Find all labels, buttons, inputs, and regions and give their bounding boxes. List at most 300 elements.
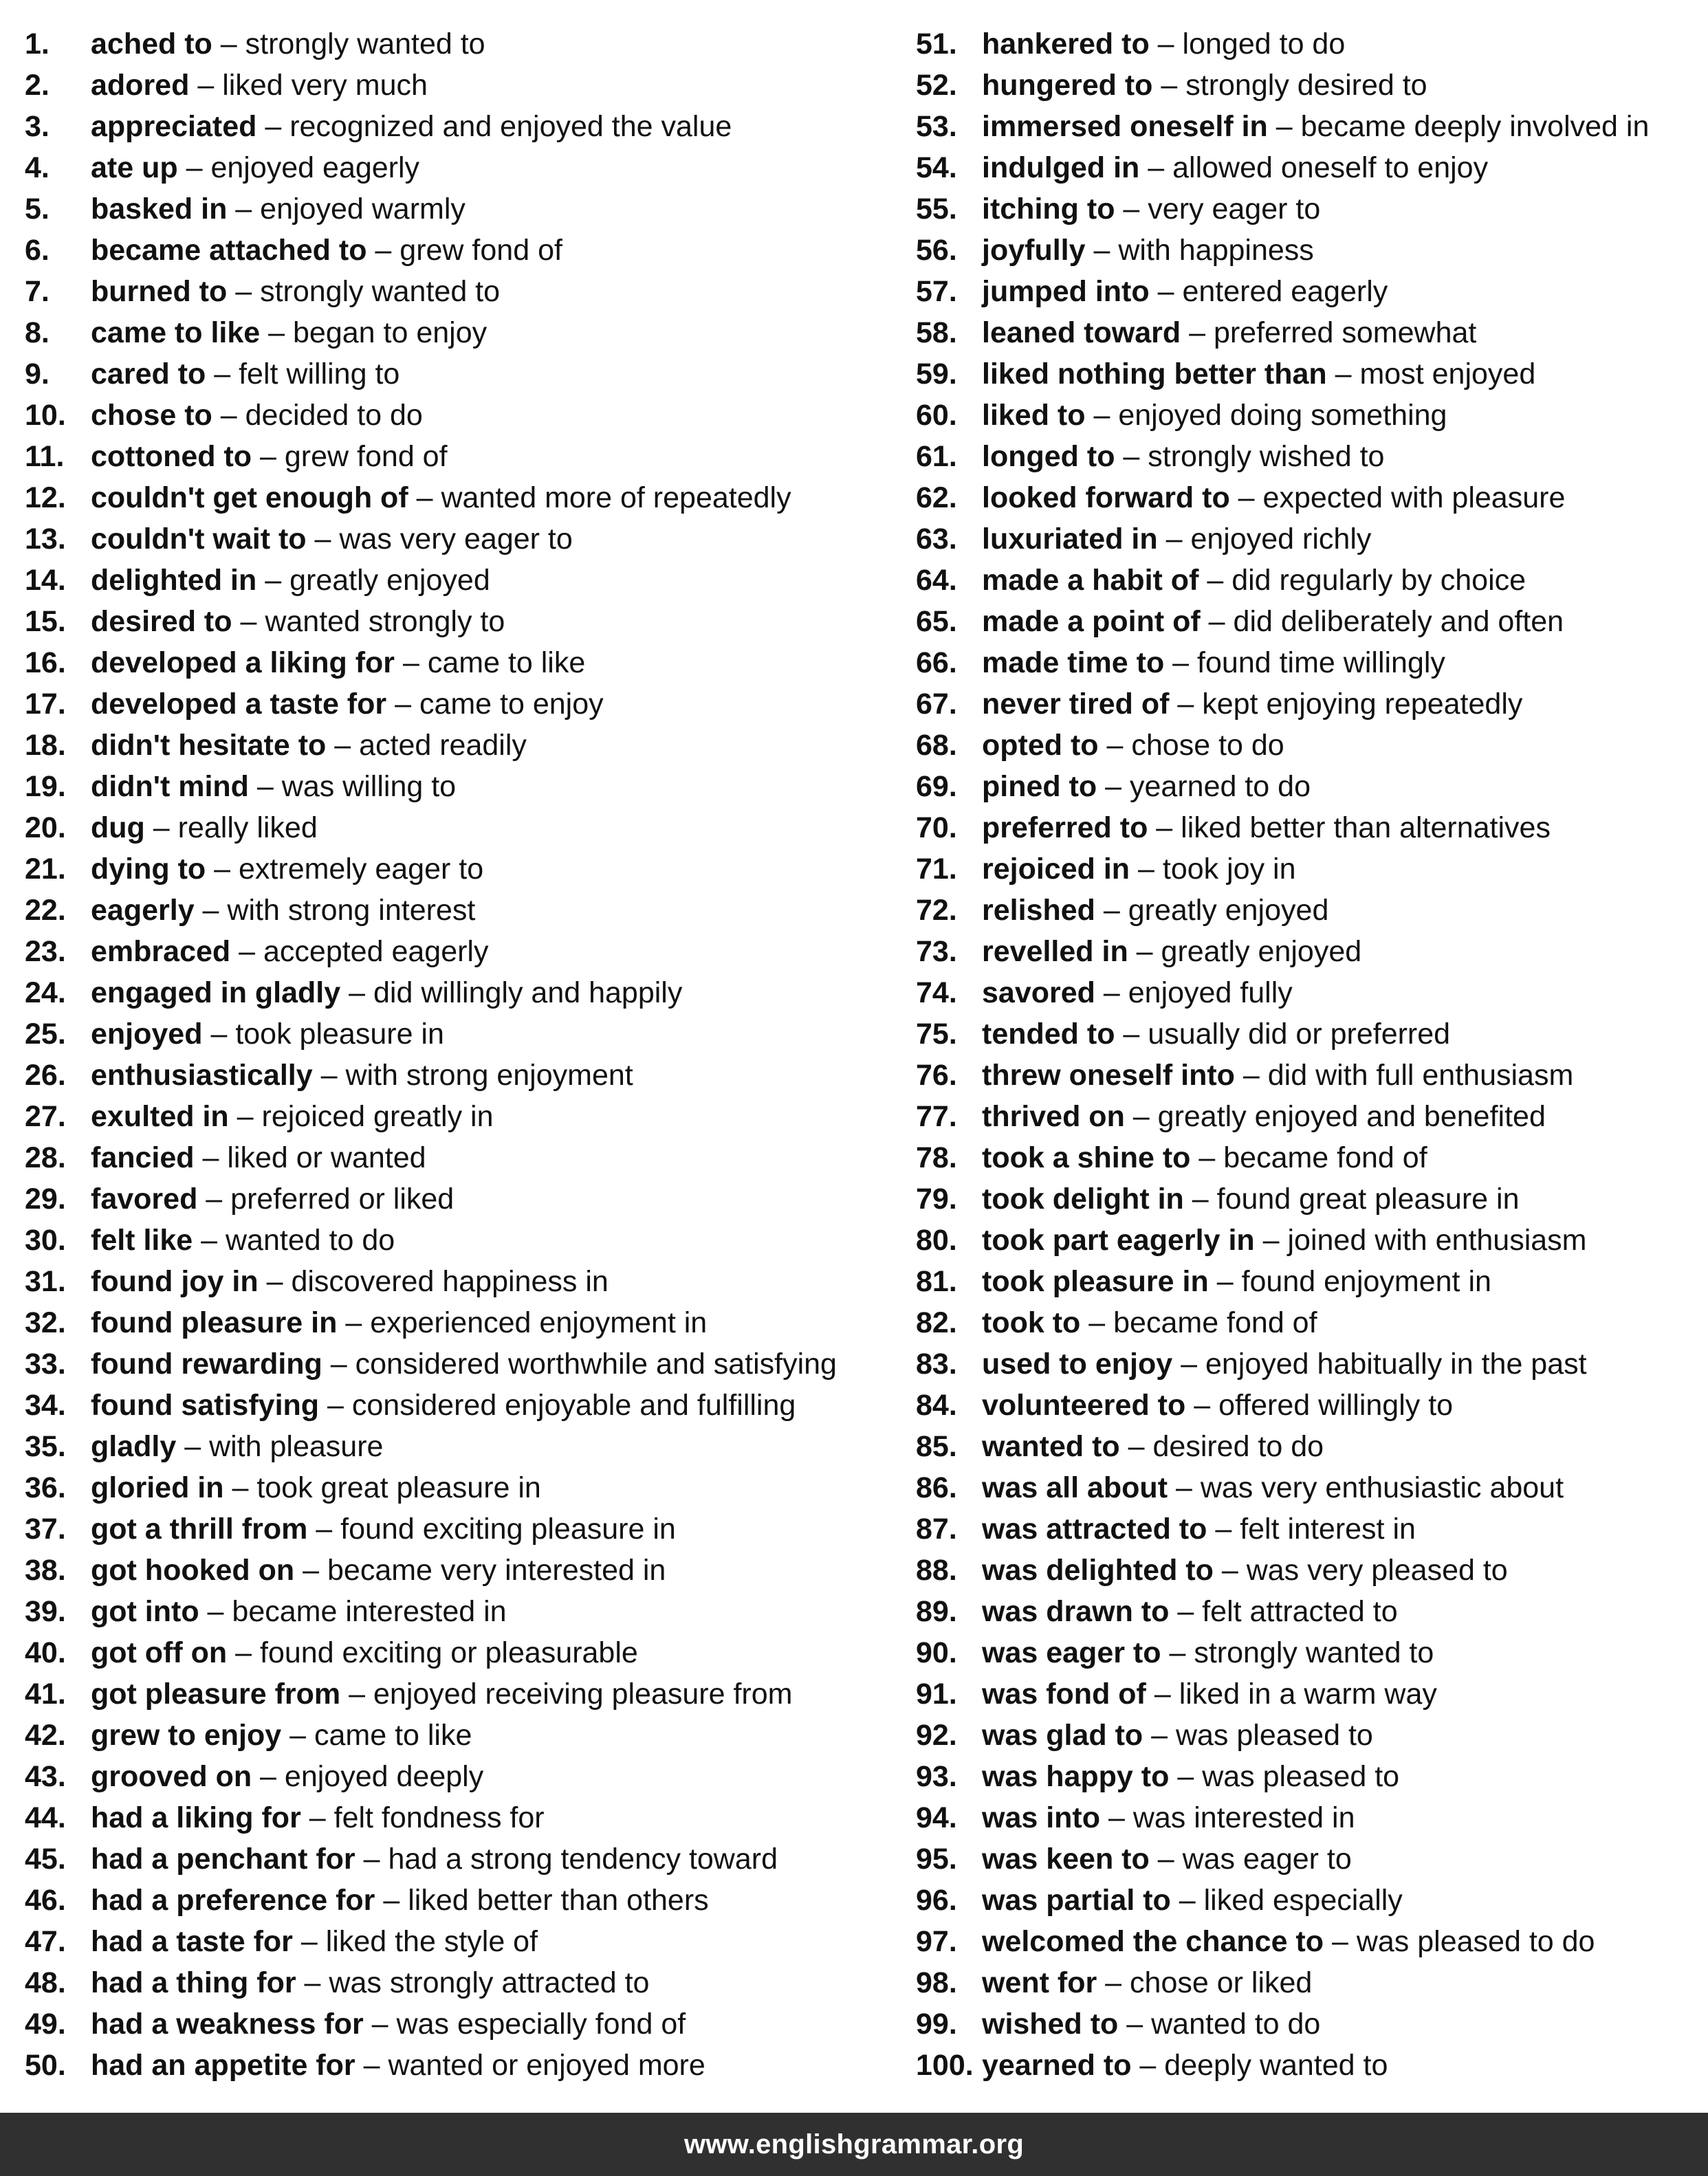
list-item bbox=[916, 2003, 1707, 2045]
item-number: 32. bbox=[25, 1306, 66, 1339]
item-number: 3. bbox=[25, 110, 50, 143]
list-item bbox=[916, 436, 1707, 477]
list-item bbox=[25, 230, 891, 271]
item-phrase: was partial to bbox=[982, 1884, 1171, 1917]
item-number: 91. bbox=[916, 1678, 957, 1711]
item-definition: entered eagerly bbox=[1182, 275, 1388, 308]
item-phrase: burned to bbox=[91, 275, 228, 308]
item-number: 6. bbox=[25, 234, 50, 267]
item-phrase: cared to bbox=[91, 358, 206, 391]
item-phrase: enjoyed bbox=[91, 1018, 203, 1051]
list-item bbox=[916, 1385, 1707, 1426]
item-number: 75. bbox=[916, 1018, 957, 1051]
item-definition: became fond of bbox=[1113, 1306, 1317, 1339]
item-definition: was especially fond of bbox=[396, 2008, 686, 2041]
list-item bbox=[916, 1797, 1707, 1838]
item-number: 23. bbox=[25, 935, 66, 968]
item-phrase: came to like bbox=[91, 316, 261, 349]
list-item bbox=[25, 477, 891, 518]
list-item bbox=[25, 2045, 891, 2086]
item-definition: greatly enjoyed and benefited bbox=[1157, 1100, 1546, 1133]
item-phrase: preferred to bbox=[982, 811, 1148, 844]
item-phrase: liked nothing better than bbox=[982, 358, 1327, 391]
item-separator: – bbox=[375, 1884, 408, 1917]
item-separator: – bbox=[1234, 1059, 1268, 1092]
item-separator: – bbox=[281, 1719, 314, 1752]
item-number: 90. bbox=[916, 1636, 957, 1669]
item-separator: – bbox=[306, 523, 340, 556]
item-separator: – bbox=[1131, 2049, 1165, 2082]
list-item bbox=[916, 1550, 1707, 1591]
item-phrase: had a thing for bbox=[91, 1966, 296, 1999]
item-definition: found exciting or pleasurable bbox=[260, 1636, 638, 1669]
item-number: 98. bbox=[916, 1966, 957, 1999]
list-item bbox=[916, 725, 1707, 766]
item-number: 83. bbox=[916, 1348, 957, 1381]
item-definition: enjoyed warmly bbox=[260, 193, 466, 226]
list-item bbox=[25, 1055, 891, 1096]
item-number: 33. bbox=[25, 1348, 66, 1381]
item-number: 55. bbox=[916, 193, 957, 226]
item-phrase: delighted in bbox=[91, 564, 257, 597]
item-separator: – bbox=[1128, 935, 1161, 968]
item-definition: most enjoyed bbox=[1359, 358, 1536, 391]
list-item bbox=[916, 106, 1707, 147]
item-number: 47. bbox=[25, 1925, 66, 1958]
item-separator: – bbox=[197, 1183, 231, 1216]
item-separator: – bbox=[355, 2049, 388, 2082]
item-separator: – bbox=[366, 234, 400, 267]
list-item bbox=[916, 1591, 1707, 1632]
item-definition: enjoyed habitually in the past bbox=[1205, 1348, 1587, 1381]
item-definition: with pleasure bbox=[209, 1430, 384, 1463]
list-item bbox=[25, 312, 891, 353]
item-phrase: found joy in bbox=[91, 1265, 259, 1298]
item-number: 16. bbox=[25, 646, 66, 679]
item-number: 11. bbox=[25, 440, 65, 473]
item-separator: – bbox=[1146, 1678, 1179, 1711]
item-phrase: yearned to bbox=[982, 2049, 1132, 2082]
item-number: 40. bbox=[25, 1636, 66, 1669]
item-phrase: took delight in bbox=[982, 1183, 1184, 1216]
item-number: 100. bbox=[916, 2049, 974, 2082]
item-phrase: was into bbox=[982, 1801, 1101, 1834]
list-item bbox=[25, 65, 891, 106]
item-number: 50. bbox=[25, 2049, 66, 2082]
item-definition: felt interest in bbox=[1240, 1513, 1416, 1546]
item-separator: – bbox=[1115, 1018, 1148, 1051]
item-definition: did with full enthusiasm bbox=[1267, 1059, 1574, 1092]
item-definition: recognized and enjoyed the value bbox=[289, 110, 732, 143]
item-definition: liked better than others bbox=[408, 1884, 709, 1917]
item-phrase: chose to bbox=[91, 399, 212, 432]
list-item bbox=[25, 1962, 891, 2003]
item-separator: – bbox=[408, 481, 441, 514]
item-definition: grew fond of bbox=[284, 440, 448, 473]
list-item bbox=[916, 147, 1707, 188]
list-item bbox=[916, 2045, 1707, 2086]
item-phrase: found pleasure in bbox=[91, 1306, 338, 1339]
item-definition: took joy in bbox=[1162, 853, 1296, 886]
item-definition: strongly wanted to bbox=[245, 28, 485, 61]
item-phrase: threw oneself into bbox=[982, 1059, 1235, 1092]
item-phrase: dug bbox=[91, 811, 145, 844]
item-definition: usually did or preferred bbox=[1148, 1018, 1451, 1051]
item-separator: – bbox=[1152, 69, 1186, 102]
item-definition: greatly enjoyed bbox=[289, 564, 490, 597]
item-number: 36. bbox=[25, 1471, 66, 1504]
item-phrase: got hooked on bbox=[91, 1554, 295, 1587]
item-definition: chose or liked bbox=[1130, 1966, 1313, 1999]
item-number: 45. bbox=[25, 1843, 66, 1876]
list-item bbox=[25, 1426, 891, 1467]
item-number: 48. bbox=[25, 1966, 66, 1999]
item-separator: – bbox=[1149, 28, 1183, 61]
item-separator: – bbox=[223, 1471, 257, 1504]
item-separator: – bbox=[1207, 1513, 1240, 1546]
item-separator: – bbox=[1213, 1554, 1247, 1587]
item-definition: enjoyed deeply bbox=[284, 1760, 484, 1793]
item-phrase: made a habit of bbox=[982, 564, 1199, 597]
item-separator: – bbox=[1157, 523, 1191, 556]
item-separator: – bbox=[230, 935, 263, 968]
list-item bbox=[25, 1220, 891, 1261]
item-definition: liked very much bbox=[222, 69, 428, 102]
item-phrase: took to bbox=[982, 1306, 1081, 1339]
list-item bbox=[916, 1178, 1707, 1220]
item-definition: joined with enthusiasm bbox=[1287, 1224, 1587, 1257]
list-item bbox=[916, 230, 1707, 271]
item-definition: desired to do bbox=[1152, 1430, 1324, 1463]
item-number: 26. bbox=[25, 1059, 66, 1092]
item-phrase: couldn't get enough of bbox=[91, 481, 408, 514]
list-item bbox=[25, 271, 891, 312]
list-item bbox=[916, 1426, 1707, 1467]
item-number: 64. bbox=[916, 564, 957, 597]
item-phrase: was eager to bbox=[982, 1636, 1161, 1669]
list-item bbox=[916, 1838, 1707, 1880]
list-item bbox=[916, 1013, 1707, 1055]
item-phrase: didn't mind bbox=[91, 770, 249, 803]
item-definition: greatly enjoyed bbox=[1161, 935, 1362, 968]
item-number: 51. bbox=[916, 28, 957, 61]
list-item bbox=[916, 890, 1707, 931]
item-separator: – bbox=[189, 69, 223, 102]
item-phrase: developed a liking for bbox=[91, 646, 395, 679]
item-separator: – bbox=[1229, 481, 1263, 514]
item-number: 65. bbox=[916, 605, 957, 638]
item-separator: – bbox=[307, 1513, 341, 1546]
list-item bbox=[25, 1632, 891, 1673]
item-number: 39. bbox=[25, 1595, 66, 1628]
item-phrase: basked in bbox=[91, 193, 228, 226]
item-phrase: ate up bbox=[91, 151, 178, 184]
item-number: 31. bbox=[25, 1265, 66, 1298]
item-number: 18. bbox=[25, 729, 66, 762]
item-separator: – bbox=[1185, 1389, 1219, 1422]
item-phrase: ached to bbox=[91, 28, 212, 61]
item-separator: – bbox=[1080, 1306, 1114, 1339]
item-number: 24. bbox=[25, 976, 66, 1009]
list-item bbox=[916, 477, 1707, 518]
item-number: 87. bbox=[916, 1513, 957, 1546]
list-item bbox=[916, 807, 1707, 848]
item-definition: chose to do bbox=[1131, 729, 1284, 762]
item-separator: – bbox=[1161, 1636, 1194, 1669]
list-item bbox=[916, 1055, 1707, 1096]
item-number: 95. bbox=[916, 1843, 957, 1876]
item-phrase: had a weakness for bbox=[91, 2008, 364, 2041]
item-separator: – bbox=[194, 894, 228, 927]
item-number: 1. bbox=[25, 28, 50, 61]
item-definition: wanted more of repeatedly bbox=[441, 481, 791, 514]
item-definition: extremely eager to bbox=[239, 853, 484, 886]
item-definition: really liked bbox=[177, 811, 318, 844]
item-separator: – bbox=[232, 605, 265, 638]
item-definition: allowed oneself to enjoy bbox=[1172, 151, 1489, 184]
right-column-list bbox=[916, 23, 1707, 2086]
item-number: 53. bbox=[916, 110, 957, 143]
item-phrase: desired to bbox=[91, 605, 232, 638]
item-separator: – bbox=[252, 1760, 285, 1793]
item-phrase: took part eagerly in bbox=[982, 1224, 1255, 1257]
item-definition: strongly wanted to bbox=[260, 275, 501, 308]
item-number: 96. bbox=[916, 1884, 957, 1917]
item-separator: – bbox=[1181, 316, 1214, 349]
list-item bbox=[916, 312, 1707, 353]
list-item bbox=[25, 1096, 891, 1137]
footer-url[interactable]: www.englishgrammar.org bbox=[683, 2129, 1025, 2159]
item-separator: – bbox=[1254, 1224, 1288, 1257]
item-definition: did regularly by choice bbox=[1231, 564, 1526, 597]
item-phrase: leaned toward bbox=[982, 316, 1181, 349]
item-separator: – bbox=[296, 1966, 329, 1999]
item-separator: – bbox=[1198, 564, 1232, 597]
list-item bbox=[25, 1673, 891, 1715]
list-item bbox=[25, 766, 891, 807]
item-separator: – bbox=[256, 110, 290, 143]
item-separator: – bbox=[194, 1141, 228, 1174]
item-number: 81. bbox=[916, 1265, 957, 1298]
item-number: 77. bbox=[916, 1100, 957, 1133]
list-item bbox=[916, 1261, 1707, 1302]
item-phrase: got into bbox=[91, 1595, 199, 1628]
item-phrase: took pleasure in bbox=[982, 1265, 1209, 1298]
item-separator: – bbox=[1267, 110, 1301, 143]
item-phrase: looked forward to bbox=[982, 481, 1230, 514]
item-definition: felt willing to bbox=[239, 358, 400, 391]
list-item bbox=[25, 1385, 891, 1426]
item-separator: – bbox=[212, 399, 245, 432]
item-number: 97. bbox=[916, 1925, 957, 1958]
item-phrase: was happy to bbox=[982, 1760, 1170, 1793]
item-separator: – bbox=[1124, 1100, 1158, 1133]
list-item bbox=[25, 1591, 891, 1632]
item-number: 8. bbox=[25, 316, 50, 349]
item-phrase: had a preference for bbox=[91, 1884, 375, 1917]
item-definition: was very enthusiastic about bbox=[1200, 1471, 1564, 1504]
item-definition: was eager to bbox=[1182, 1843, 1352, 1876]
item-phrase: felt like bbox=[91, 1224, 193, 1257]
item-separator: – bbox=[319, 1389, 352, 1422]
item-number: 35. bbox=[25, 1430, 66, 1463]
item-phrase: became attached to bbox=[91, 234, 367, 267]
item-definition: became interested in bbox=[232, 1595, 507, 1628]
item-definition: was pleased to bbox=[1202, 1760, 1400, 1793]
item-separator: – bbox=[326, 729, 360, 762]
item-separator: – bbox=[1170, 1884, 1204, 1917]
item-separator: – bbox=[363, 2008, 397, 2041]
item-separator: – bbox=[252, 440, 285, 473]
item-definition: preferred somewhat bbox=[1213, 316, 1477, 349]
list-item bbox=[916, 848, 1707, 890]
left-column-list bbox=[25, 23, 891, 2086]
item-number: 28. bbox=[25, 1141, 66, 1174]
item-separator: – bbox=[1097, 770, 1130, 803]
list-item bbox=[916, 271, 1707, 312]
list-item bbox=[25, 1880, 891, 1921]
item-definition: was interested in bbox=[1132, 1801, 1355, 1834]
item-definition: became deeply involved in bbox=[1300, 110, 1650, 143]
item-definition: found time willingly bbox=[1197, 646, 1445, 679]
item-separator: – bbox=[1326, 358, 1360, 391]
item-definition: wanted to do bbox=[1151, 2008, 1321, 2041]
item-phrase: wanted to bbox=[982, 1430, 1120, 1463]
item-phrase: had an appetite for bbox=[91, 2049, 355, 2082]
item-phrase: used to enjoy bbox=[982, 1348, 1173, 1381]
item-separator: – bbox=[256, 564, 290, 597]
item-phrase: made time to bbox=[982, 646, 1165, 679]
item-definition: strongly wanted to bbox=[1194, 1636, 1434, 1669]
item-separator: – bbox=[322, 1348, 355, 1381]
item-definition: found great pleasure in bbox=[1216, 1183, 1520, 1216]
item-separator: – bbox=[248, 770, 282, 803]
item-separator: – bbox=[1149, 275, 1183, 308]
list-item bbox=[25, 1467, 891, 1508]
list-item bbox=[25, 1302, 891, 1343]
item-definition: considered enjoyable and fulfilling bbox=[351, 1389, 796, 1422]
item-separator: – bbox=[1115, 440, 1148, 473]
list-item bbox=[25, 890, 891, 931]
item-phrase: cottoned to bbox=[91, 440, 252, 473]
list-item bbox=[916, 1962, 1707, 2003]
item-number: 42. bbox=[25, 1719, 66, 1752]
list-item bbox=[25, 807, 891, 848]
item-number: 85. bbox=[916, 1430, 957, 1463]
item-definition: liked especially bbox=[1203, 1884, 1403, 1917]
item-separator: – bbox=[1172, 1348, 1205, 1381]
item-definition: enjoyed richly bbox=[1190, 523, 1372, 556]
item-number: 14. bbox=[25, 564, 66, 597]
item-number: 84. bbox=[916, 1389, 957, 1422]
item-number: 62. bbox=[916, 481, 957, 514]
item-phrase: gladly bbox=[91, 1430, 177, 1463]
item-separator: – bbox=[228, 1100, 262, 1133]
item-phrase: never tired of bbox=[982, 688, 1170, 721]
item-number: 41. bbox=[25, 1678, 66, 1711]
item-definition: was strongly attracted to bbox=[329, 1966, 650, 1999]
item-definition: wanted or enjoyed more bbox=[388, 2049, 705, 2082]
item-phrase: was delighted to bbox=[982, 1554, 1214, 1587]
item-separator: – bbox=[206, 853, 239, 886]
list-item bbox=[916, 1220, 1707, 1261]
item-number: 76. bbox=[916, 1059, 957, 1092]
item-phrase: went for bbox=[982, 1966, 1097, 1999]
item-separator: – bbox=[340, 1678, 373, 1711]
item-number: 89. bbox=[916, 1595, 957, 1628]
item-phrase: hungered to bbox=[982, 69, 1153, 102]
item-separator: – bbox=[258, 1265, 292, 1298]
list-item bbox=[25, 1550, 891, 1591]
item-number: 73. bbox=[916, 935, 957, 968]
item-number: 70. bbox=[916, 811, 957, 844]
item-definition: became fond of bbox=[1223, 1141, 1427, 1174]
item-number: 12. bbox=[25, 481, 66, 514]
list-item bbox=[25, 601, 891, 642]
list-item bbox=[916, 188, 1707, 230]
list-item bbox=[916, 601, 1707, 642]
item-definition: began to enjoy bbox=[293, 316, 488, 349]
item-number: 37. bbox=[25, 1513, 66, 1546]
item-phrase: favored bbox=[91, 1183, 198, 1216]
item-separator: – bbox=[199, 1595, 232, 1628]
item-number: 13. bbox=[25, 523, 66, 556]
item-phrase: found rewarding bbox=[91, 1348, 322, 1381]
item-separator: – bbox=[1085, 234, 1119, 267]
item-number: 93. bbox=[916, 1760, 957, 1793]
list-item bbox=[25, 931, 891, 972]
item-number: 82. bbox=[916, 1306, 957, 1339]
item-number: 74. bbox=[916, 976, 957, 1009]
item-number: 20. bbox=[25, 811, 66, 844]
item-definition: very eager to bbox=[1148, 193, 1321, 226]
item-definition: enjoyed eagerly bbox=[210, 151, 420, 184]
list-item bbox=[25, 1137, 891, 1178]
item-phrase: embraced bbox=[91, 935, 231, 968]
item-definition: greatly enjoyed bbox=[1128, 894, 1329, 927]
item-separator: – bbox=[1169, 1595, 1203, 1628]
item-definition: wanted to do bbox=[225, 1224, 395, 1257]
item-number: 15. bbox=[25, 605, 66, 638]
item-number: 78. bbox=[916, 1141, 957, 1174]
item-number: 60. bbox=[916, 399, 957, 432]
list-item bbox=[916, 766, 1707, 807]
item-phrase: grew to enjoy bbox=[91, 1719, 282, 1752]
list-item bbox=[25, 1838, 891, 1880]
item-separator: – bbox=[294, 1554, 327, 1587]
item-separator: – bbox=[1200, 605, 1234, 638]
list-item bbox=[916, 395, 1707, 436]
item-separator: – bbox=[1169, 1760, 1203, 1793]
list-item bbox=[916, 65, 1707, 106]
item-separator: – bbox=[1095, 894, 1128, 927]
list-item bbox=[25, 106, 891, 147]
list-item bbox=[916, 1137, 1707, 1178]
item-number: 59. bbox=[916, 358, 957, 391]
item-phrase: thrived on bbox=[982, 1100, 1125, 1133]
item-phrase: longed to bbox=[982, 440, 1115, 473]
item-number: 52. bbox=[916, 69, 957, 102]
item-phrase: tended to bbox=[982, 1018, 1115, 1051]
item-phrase: relished bbox=[982, 894, 1095, 927]
item-number: 99. bbox=[916, 2008, 957, 2041]
item-separator: – bbox=[176, 1430, 210, 1463]
item-definition: came to like bbox=[314, 1719, 472, 1752]
item-definition: rejoiced greatly in bbox=[261, 1100, 494, 1133]
item-definition: with strong enjoyment bbox=[345, 1059, 633, 1092]
item-definition: longed to do bbox=[1182, 28, 1346, 61]
item-phrase: adored bbox=[91, 69, 190, 102]
